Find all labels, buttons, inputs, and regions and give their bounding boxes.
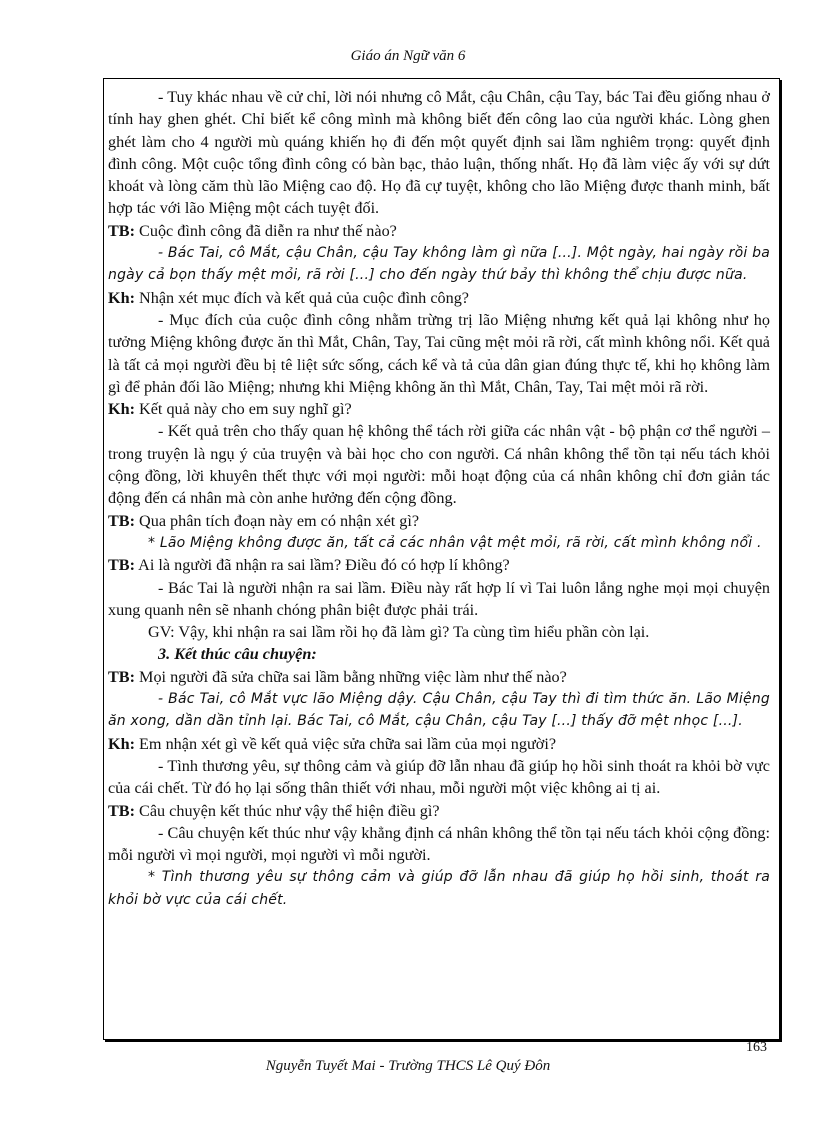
question-paragraph bbox=[108, 398, 770, 420]
summary-paragraph: * Tình thương yêu sự thông cảm và giúp đỡ lẫn nhau đã giúp họ hồi sinh, thoát ra khỏi bờ vực của cái chết. bbox=[108, 869, 770, 908]
page-number: 163 bbox=[746, 1040, 767, 1055]
question-text: Cuộc đình công đã diễn ra như thế nào? bbox=[135, 221, 397, 240]
section-heading: 3. Kết thúc câu chuyện: bbox=[158, 645, 317, 664]
speaker-label: Kh: bbox=[108, 734, 135, 753]
speaker-label: Kh: bbox=[108, 400, 135, 419]
speaker-label: TB: bbox=[108, 801, 135, 820]
question-text: Kết quả này cho em suy nghĩ gì? bbox=[135, 400, 352, 419]
speaker-label: TB: bbox=[108, 667, 135, 686]
question-paragraph bbox=[108, 666, 770, 688]
answer-paragraph: - Kết quả trên cho thấy quan hệ không thể tách rời giữa các nhân vật - bộ phận cơ thể người – trong truyện là ngụ ý của truyện và bài học cho con người. Cá nhân không thể tồn tại nếu tách khỏi cộng đồng, lời khuyên thết thực với mọi người: mỗi hoạt động của cá nhân không chỉ đơn giản tác động đến cá nhân mà còn anhe hưởng đến cộng đồng. bbox=[108, 422, 770, 508]
speaker-label: TB: bbox=[108, 511, 135, 530]
teacher-paragraph: GV: Vậy, khi nhận ra sai lầm rồi họ đã làm gì? Ta cùng tìm hiểu phần còn lại. bbox=[148, 623, 650, 642]
summary-paragraph: * Lão Miệng không được ăn, tất cả các nhân vật mệt mỏi, rã rời, cất mình không nổi . bbox=[148, 534, 762, 551]
question-paragraph bbox=[108, 554, 770, 576]
answer-paragraph: - Tình thương yêu, sự thông cảm và giúp đỡ lẫn nhau đã giúp họ hồi sinh thoát ra khỏi bờ vực của cái chết. Từ đó họ lại sống thân thiết với nhau, mỗi người một việc không ai tị ai. bbox=[108, 756, 770, 798]
page-footer: Nguyễn Tuyết Mai - Trường THCS Lê Quý Đôn bbox=[265, 1058, 551, 1074]
answer-paragraph: - Câu chuyện kết thúc như vậy khẳng định cá nhân không thể tồn tại nếu tách khỏi cộng đồng: mỗi người vì mọi người, mọi người vì mỗi người. bbox=[108, 823, 770, 865]
question-text: Câu chuyện kết thúc như vậy thể hiện điều gì? bbox=[135, 801, 440, 820]
question-text: Mọi người đã sửa chữa sai lầm bằng những việc làm như thế nào? bbox=[135, 667, 567, 686]
question-paragraph bbox=[108, 287, 770, 309]
question-paragraph bbox=[108, 733, 770, 755]
answer-paragraph: - Tuy khác nhau về cử chỉ, lời nói nhưng cô Mắt, cậu Chân, cậu Tay, bác Tai đều giống nhau ở tính hay ghen ghét. Chỉ biết kể công mình mà không biết đến công lao của người khác. Lòng ghen ghét làm cho 4 người mù quáng khiến họ đi đến một quyết định sai lầm nghiêm trọng: quyết định đình công. Một cuộc tổng đình công có bàn bạc, thảo luận, thống nhất. Họ đã làm việc ấy với sự dứt khoát và lòng căm thù lão Miệng cao độ. Họ đã cự tuyệt, không cho lão Miệng được thanh minh, bất hợp tác với lão Miệng một cách tuyệt đối. bbox=[108, 88, 770, 218]
speaker-label: Kh: bbox=[108, 288, 135, 307]
quote-paragraph: - Bác Tai, cô Mắt, cậu Chân, cậu Tay không làm gì nữa [...]. Một ngày, hai ngày rồi ba ngày cả bọn thấy mệt mỏi, rã rời [...] cho đến ngày thứ bảy thì không thể chịu được nữa. bbox=[108, 245, 770, 284]
page-header: Giáo án Ngữ văn 6 bbox=[350, 48, 466, 64]
question-paragraph bbox=[108, 800, 770, 822]
answer-paragraph: - Bác Tai là người nhận ra sai lầm. Điều này rất hợp lí vì Tai luôn lắng nghe mọi mọi chuyện xung quanh nên sẽ nhanh chóng phân biệt được phải trái. bbox=[108, 578, 770, 619]
speaker-label: TB: bbox=[108, 556, 135, 575]
question-text: Ai là người đã nhận ra sai lầm? Điều đó có hợp lí không? bbox=[135, 556, 510, 575]
question-paragraph bbox=[108, 510, 770, 532]
question-text: Nhận xét mục đích và kết quả của cuộc đình công? bbox=[135, 288, 469, 307]
lesson-content bbox=[108, 86, 770, 911]
quote-paragraph: - Bác Tai, cô Mắt vực lão Miệng dậy. Cậu Chân, cậu Tay thì đi tìm thức ăn. Lão Miệng ăn xong, dần dần tỉnh lại. Bác Tai, cô Mắt, cậu Chân, cậu Tay [...] thấy đỡ mệt nhọc [...]. bbox=[108, 691, 770, 730]
question-text: Em nhận xét gì về kết quả việc sửa chữa sai lầm của mọi người? bbox=[135, 734, 557, 753]
question-paragraph bbox=[108, 220, 770, 242]
answer-paragraph: - Mục đích của cuộc đình công nhằm trừng trị lão Miệng nhưng kết quả lại không như họ tưởng Miệng không được ăn thì Mắt, Chân, Tay, Tai cũng mệt mỏi rã rời, cất mình không nổi. Kết quả là tất cả mọi người đều bị tê liệt sức sống, cách kể và tả của dân gian đúng thực tế, khi họ không làm gì để phản đối lão Miệng; nhưng khi Miệng không ăn thì Mắt, Chân, Tay, Tai mệt mỏi rã rời. bbox=[108, 310, 770, 396]
speaker-label: TB: bbox=[108, 221, 135, 240]
question-text: Qua phân tích đoạn này em có nhận xét gì? bbox=[135, 511, 420, 530]
